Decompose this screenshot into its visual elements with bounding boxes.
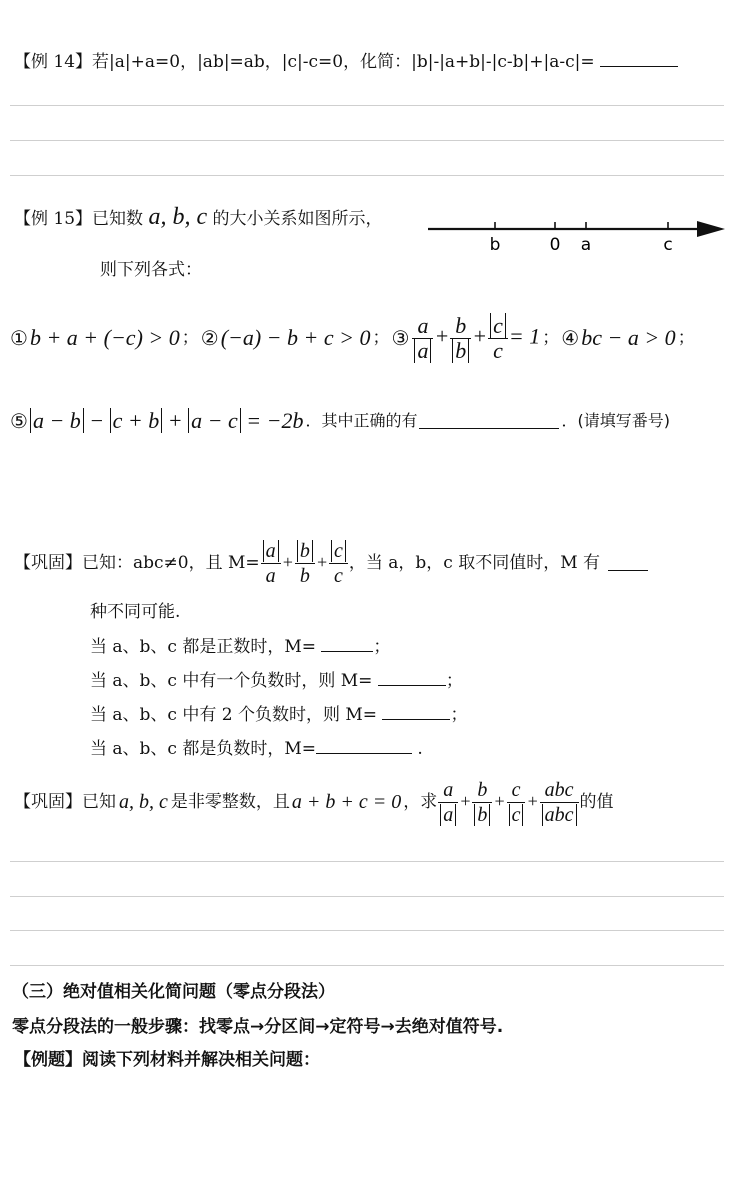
item-4-expression: bc − a > 0 — [581, 325, 676, 350]
example-15-item5: ⑤ a − b − c + b + a − c = −2b ．其中正确的有 ．(请填写番号) — [10, 408, 670, 433]
answer-blank — [419, 414, 559, 429]
item-1-expression: b + a + (−c) > 0 — [29, 325, 180, 350]
section-example: 【例题】阅读下列材料并解决相关问题： — [14, 1050, 320, 1070]
sum-condition: a + b + c = 0 — [291, 790, 402, 813]
answer-line — [10, 965, 724, 966]
example-14 — [14, 51, 678, 73]
consolidate-2-label: 【巩固】 — [14, 792, 82, 812]
consolidate-2: 【巩固】 已知 a, b, c 是非零整数，且 a + b + c = 0 ，求 $\frac{a}{a}$ + $\frac{b}{b}$ + $\frac{c}{c}$ + $\frac{\text{abc}}{\text{abc}}$ 的值 — [14, 778, 614, 826]
item-3-expression: $\frac{a}{a}$ + $\frac{b}{b}$ + $\frac{c}{c}$ = 1 — [411, 314, 540, 363]
item-2-expression: (−a) − b + c > 0 — [220, 325, 371, 350]
answer-blank — [321, 637, 373, 652]
answer-blank — [382, 705, 450, 720]
consolidate-1-line2: 种不同可能. — [90, 602, 181, 622]
answer-blank — [600, 52, 678, 67]
tick-label-0: 0 — [549, 235, 561, 254]
answer-line — [10, 175, 724, 176]
answer-line — [10, 930, 724, 931]
tick-label-c: c — [663, 235, 673, 254]
answer-line — [10, 896, 724, 897]
case-positive: 当 a、b、c 都是正数时，M= ； — [90, 637, 391, 657]
answer-blank — [316, 739, 412, 754]
example-15-intro: 【例 15】已知数 a, b, c 的大小关系如图所示， — [14, 204, 383, 230]
consolidate-1-label: 【巩固】 — [14, 553, 82, 573]
m-expression: $\frac{a}{a}$ + $\frac{b}{b}$ + $\frac{c}{c}$ — [260, 539, 349, 588]
consolidate-1-line1: 【巩固】 已知：abc≠0，且 M= $\frac{a}{a}$ + $\frac{b}{b}$ + $\frac{c}{c}$ ，当 a，b，c 取不同值时，M 有 — [14, 535, 648, 591]
section-title: （三）绝对值相关化简问题（零点分段法） — [12, 982, 335, 1002]
answer-blank — [608, 556, 648, 571]
answer-line — [10, 861, 724, 862]
arrow-right-icon — [697, 221, 725, 237]
example-14-label: 【例 14】 — [14, 52, 93, 72]
example-15-items-row1: ① b + a + (−c) > 0 ； ② (−a) − b + c > 0 ； ③ $\frac{a}{a}$ + $\frac{b}{b}$ + $\frac{c}{c}$ = 1 ； ④ bc − a > 0 ； — [10, 312, 695, 363]
sum-expression: $\frac{a}{a}$ + $\frac{b}{b}$ + $\frac{c}{c}$ + $\frac{\text{abc}}{\text{abc}}$ — [437, 778, 579, 827]
section-steps: 零点分段法的一般步骤：找零点→分区间→定符号→去绝对值符号. — [12, 1017, 504, 1037]
number-line — [425, 214, 730, 254]
answer-line — [10, 105, 724, 106]
tick-label-a: a — [580, 235, 592, 254]
case-two-negative: 当 a、b、c 中有 2 个负数时，则 M= ； — [90, 705, 468, 725]
example-14-text: 若|a|+a=0，|ab|=ab，|c|-c=0，化简：|b|-|a+b|-|c-b|+|a-c|= — [92, 52, 601, 72]
case-all-negative: 当 a、b、c 都是负数时，M= . — [90, 739, 423, 759]
tick-label-b: b — [489, 235, 501, 254]
case-one-negative: 当 a、b、c 中有一个负数时，则 M= ； — [90, 671, 463, 691]
variables: a, b, c — [148, 204, 208, 230]
item-5-expression: a − b − c + b + a − c = −2b — [30, 408, 304, 434]
example-15-line2: 则下列各式： — [100, 260, 202, 280]
answer-line — [10, 140, 724, 141]
answer-blank — [378, 671, 446, 686]
example-15-label: 【例 15】 — [14, 209, 93, 229]
